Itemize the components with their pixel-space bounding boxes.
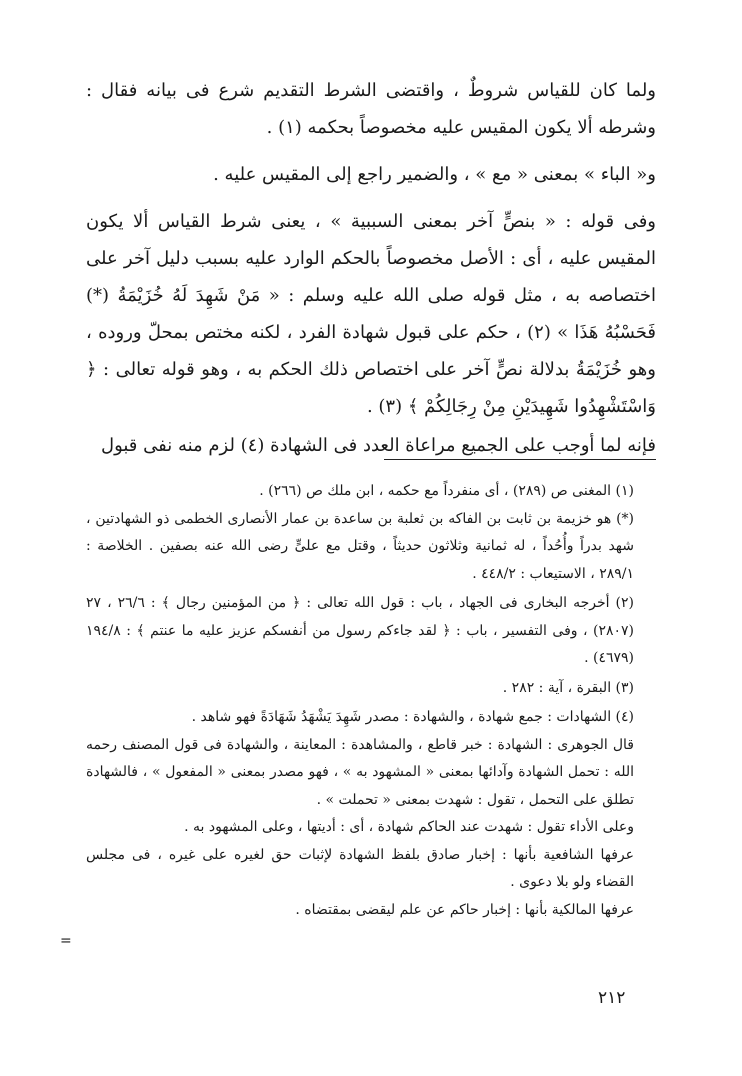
paragraph-2: و« الباء » بمعنى « مع » ، والضمير راجع إلى المقيس عليه .: [213, 164, 656, 185]
footnote-4-jawhari: قال الجوهرى : الشهادة : خبر قاطع ، والمشاهدة : المعاينة ، والشهادة فى قول المصنف رحمه الله : تحمل الشهادة وآدائها بمعنى « المشهود به » ، فهو مصدر بمعنى « المفعول » ، فالشهادة تطلق على التحمل ، تقول : شهدت بمعنى « تحملت » .: [86, 736, 634, 808]
footnote-divider: [384, 459, 656, 460]
footnote-4-shafii: عرفها الشافعية بأنها : إخبار صادق بلفظ الشهادة لإثبات حق لغيره على غيره ، فى مجلس القضاء ولو بلا دعوى .: [86, 846, 634, 890]
footnote-2: (٢) أخرجه البخارى فى الجهاد ، باب : قول الله تعالى : ﴿ من المؤمنين رجال ﴾ : ٢٦/٦ ، ٢٧ (٢٨٠٧) ، وفى التفسير ، باب : ﴿ لقد جاءكم رسول من أنفسكم عزيز عليه ما عنتم ﴾ : ١٩٤/٨ (٤٦٧٩) .: [86, 595, 634, 666]
footnote-star: (*) هو خزيمة بن ثابت بن الفاكه بن ثعلبة بن ساعدة بن عمار الأنصارى الخطمى ذو الشهادتين ، شهد بدراً وأُحُداً ، له ثمانية وثلاثون حديثاً ، وقتل مع علىٍّ رضى الله عنه بصفين . الخلاصة : ٢٨٩/١ ، الاستيعاب : ٤٤٨/٢ .: [86, 510, 634, 582]
footnote-4: (٤) الشهادات : جمع شهادة ، والشهادة : مصدر شَهِدَ يَشْهَدُ شَهَادَةً فهو شاهد .: [191, 709, 634, 725]
footnote-4-ada: وعلى الأداء تقول : شهدت عند الحاكم شهادة ، أى : أديتها ، وعلى المشهود به .: [184, 819, 634, 835]
footnote-3: (٣) البقرة ، آية : ٢٨٢ .: [502, 679, 634, 696]
paragraph-3: وفى قوله : « بنصٍّ آخر بمعنى السببية » ، يعنى شرط القياس ألا يكون المقيس عليه ، أى : الأصل مخصوصاً بالحكم الوارد عليه بسبب دليل آخر على اختصاصه به ، مثل قوله صلى الله عليه وسلم : « مَنْ شَهِدَ لَهُ خُزَيْمَةُ (*) فَحَسْبُهُ هَذَا » (٢) ، حكم على قبول شهادة الفرد ، لكنه مختص بمحلّ وروده ، وهو خُزَيْمَةُ بدلالة نصٍّ آخر على اختصاص ذلك الحكم به ، وهو قوله تعالى : ﴿ وَاسْتَشْهِدُوا شَهِيدَيْنِ مِنْ رِجَالِكُمْ ﴾ (٣) .: [86, 211, 656, 417]
paragraph-4: فإنه لما أوجب على الجميع مراعاة العدد فى الشهادة (٤) لزم منه نفى قبول: [100, 435, 656, 456]
page-number: ٢١٢: [598, 988, 626, 1008]
main-text: [86, 72, 656, 464]
footnotes: [86, 478, 656, 924]
continuation-mark: =: [60, 933, 72, 949]
footnote-1: (١) المغنى ص (٢٨٩) ، أى منفرداً مع حكمه ، ابن ملك ص (٢٦٦) .: [259, 483, 634, 499]
footnote-4-maliki: عرفها المالكية بأنها : إخبار حاكم عن علم ليقضى بمقتضاه .: [295, 901, 634, 918]
paragraph-1: ولما كان للقياس شروطٌ ، واقتضى الشرط التقديم شرع فى بيانه فقال : وشرطه ألا يكون المقيس عليه مخصوصاً بحكمه (١) .: [86, 80, 656, 138]
